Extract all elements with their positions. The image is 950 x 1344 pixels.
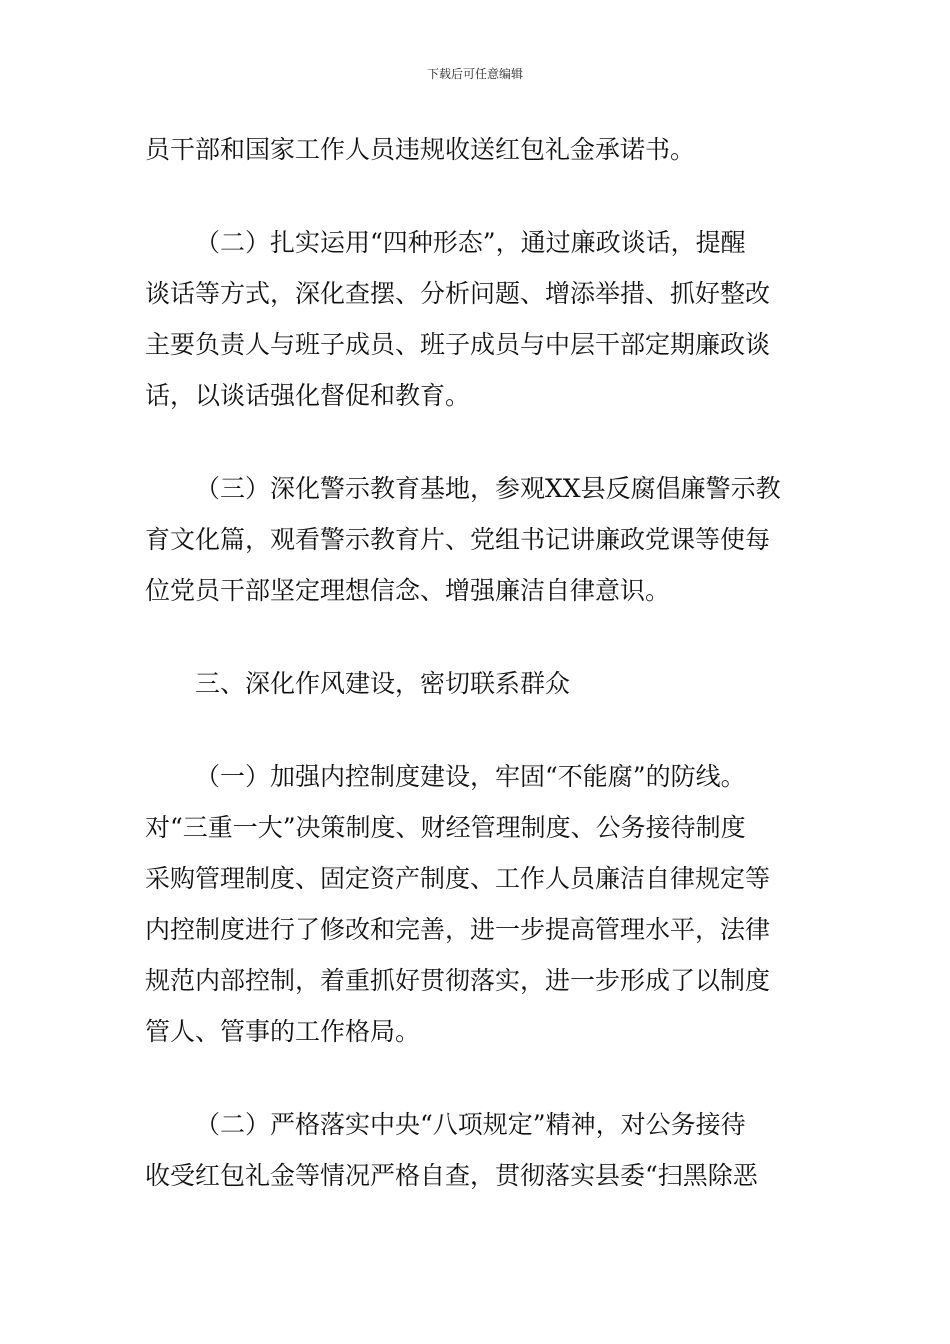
paragraph-warning-education	[145, 463, 810, 616]
text-line: （三）深化警示教育基地，参观XX县反腐倡廉警示教	[195, 474, 781, 503]
text-line: 管人、管事的工作格局。	[145, 1017, 421, 1046]
text-line: 内控制度进行了修改和完善，进一步提高管理水平，法律	[145, 915, 771, 944]
text-line: 员干部和国家工作人员违规收送红包礼金承诺书。	[145, 135, 696, 164]
text-line: （二）严格落实中央“八项规定”精神，对公务接待	[195, 1110, 746, 1139]
heading-line: 三、深化作风建设，密切联系群众	[195, 669, 571, 698]
paragraph-gap	[145, 1057, 810, 1099]
text-line: （二）扎实运用“四种形态”，通过廉政谈话，提醒	[195, 228, 746, 257]
text-line: 育文化篇，观看警示教育片、党组书记讲廉政党课等使每	[145, 525, 771, 554]
text-line: （一）加强内控制度建设，牢固“不能腐”的防线。	[195, 762, 746, 791]
text-line: 主要负责人与班子成员、班子成员与中层干部定期廉政谈	[145, 330, 771, 359]
paragraph-internal-control	[145, 751, 810, 1057]
paragraph-gap	[145, 175, 810, 217]
section-heading	[145, 658, 810, 709]
paragraph-gap	[145, 709, 810, 751]
text-line: 对“三重一大”决策制度、财经管理制度、公务接待制度	[145, 813, 746, 842]
text-line: 规范内部控制，着重抓好贯彻落实，进一步形成了以制度	[145, 966, 771, 995]
text-line: 话，以谈话强化督促和教育。	[145, 381, 471, 410]
paragraph-four-forms	[145, 217, 810, 421]
paragraph-gap	[145, 421, 810, 463]
paragraph-eight-rules	[145, 1099, 810, 1201]
document-body	[145, 124, 810, 1201]
text-line: 收受红包礼金等情况严格自查，贯彻落实县委“扫黑除恶	[145, 1161, 758, 1190]
text-line: 位党员干部坚定理想信念、增强廉洁自律意识。	[145, 576, 671, 605]
text-line: 谈话等方式，深化查摆、分析问题、增添举措、抓好整改	[145, 279, 771, 308]
text-line: 采购管理制度、固定资产制度、工作人员廉洁自律规定等	[145, 864, 771, 893]
paragraph-gap	[145, 616, 810, 658]
paragraph-continuation	[145, 124, 810, 175]
page-header: 下载后可任意编辑	[426, 67, 523, 81]
